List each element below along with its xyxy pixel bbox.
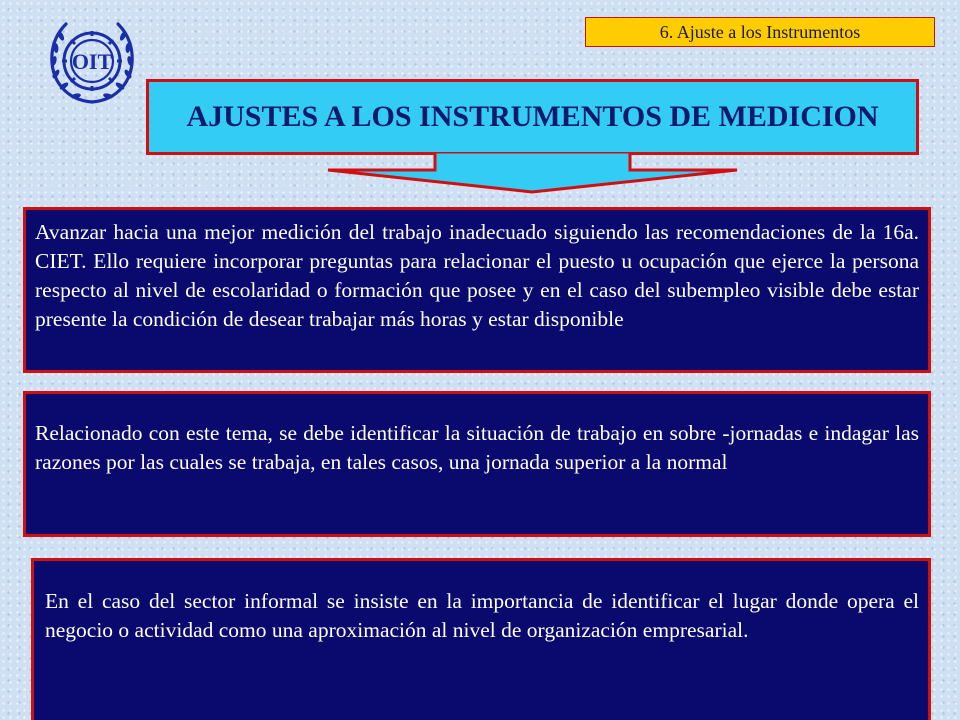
panel-overtime (23, 391, 931, 537)
logo-text: OIT (71, 49, 113, 74)
panel-text: Relacionado con este tema, se debe identificar la situación de trabajo en sobre -jornadas e indagar las razones por las cuales se trabaja, en tales casos, una jornada superior a la normal (35, 421, 919, 474)
panel-measurement (23, 207, 931, 373)
panel-informal-sector (31, 558, 931, 720)
down-arrow-icon (325, 152, 740, 194)
slide-title: AJUSTES A LOS INSTRUMENTOS DE MEDICION (146, 79, 919, 155)
panel-text: En el caso del sector informal se insiste en la importancia de identificar el lugar donde opera el negocio o actividad como una aproximación al nivel de organización empresarial. (45, 589, 919, 642)
panel-text: Avanzar hacia una mejor medición del trabajo inadecuado siguiendo las recomendaciones de la 16a. CIET. Ello requiere incorporar preguntas para relacionar el puesto u ocupación que ejerce la persona respecto al nivel de escolaridad o formación que posee y en el caso del subempleo visible debe estar presente la condición de desear trabajar más horas y estar disponible (35, 220, 919, 331)
section-tag: 6. Ajuste a los Instrumentos (585, 17, 935, 47)
ilo-logo-icon (44, 14, 140, 110)
